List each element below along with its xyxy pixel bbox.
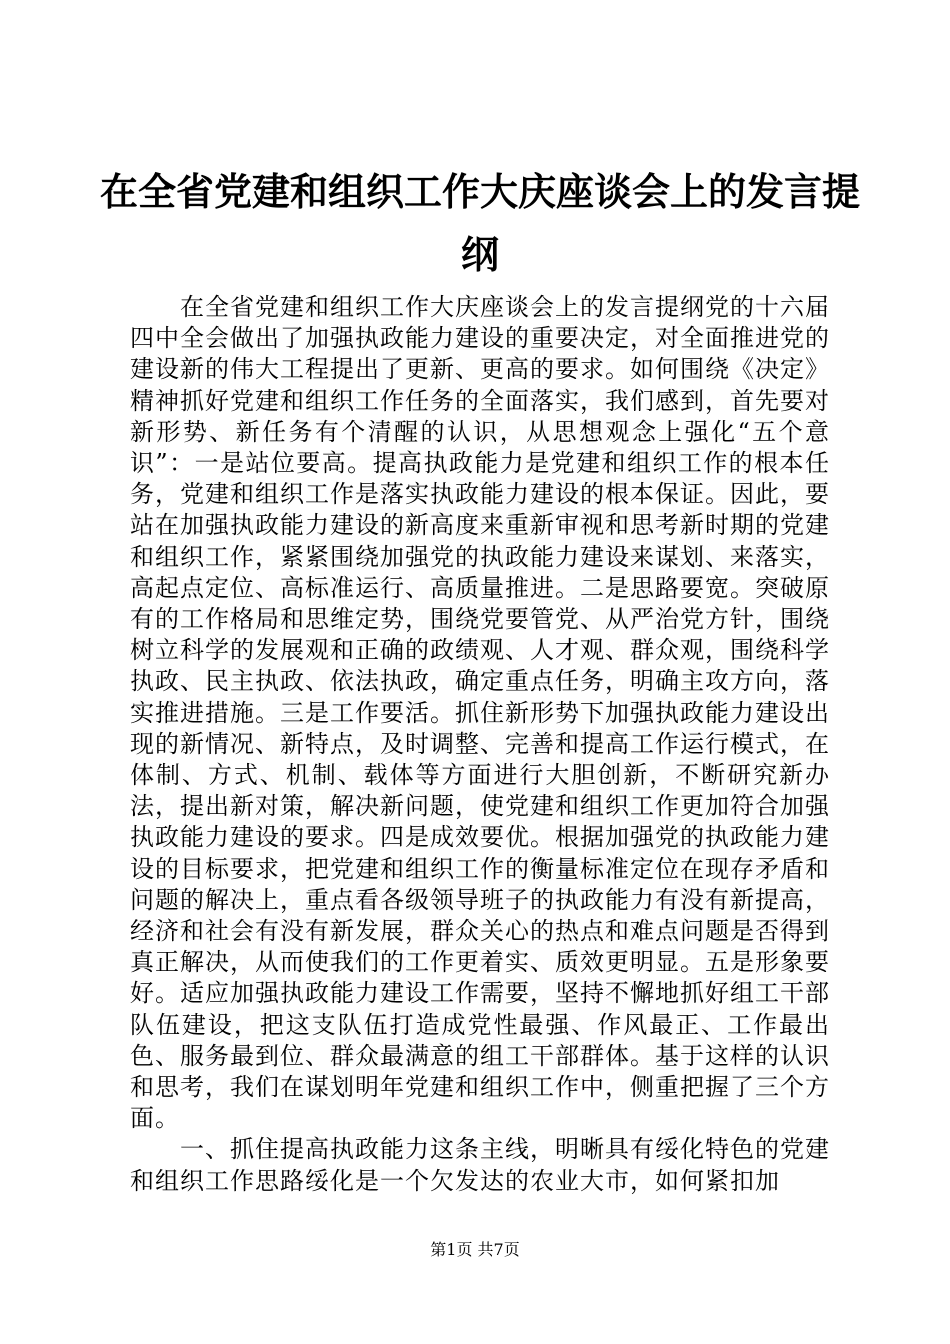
body-paragraph-1: 在全省党建和组织工作大庆座谈会上的发言提纲党的十六届四中全会做出了加强执政能力建设的重要决定，对全面推进党的建设新的伟大工程提出了更新、更高的要求。如何围绕《决定》精神抓好党建和组织工作任务的全面落实，我们感到，首先要对新形势、新任务有个清醒的认识，从思想观念上强化“五个意识”：一是站位要高。提高执政能力是党建和组织工作的根本任务，党建和组织工作是落实执政能力建设的根本保证。因此，要站在加强执政能力建设的新高度来重新审视和思考新时期的党建和组织工作，紧紧围绕加强党的执政能力建设来谋划、来落实，高起点定位、高标准运行、高质量推进。二是思路要宽。突破原有的工作格局和思维定势，围绕党要管党、从严治党方针，围绕树立科学的发展观和正确的政绩观、人才观、群众观，围绕科学执政、民主执政、依法执政，确定重点任务，明确主攻方向，落实推进措施。三是工作要活。抓住新形势下加强执政能力建设出现的新情况、新特点，及时调整、完善和提高工作运行模式，在体制、方式、机制、载体等方面进行大胆创新，不断研究新办法，提出新对策，解决新问题，使党建和组织工作更加符合加强执政能力建设的要求。四是成效要优。根据加强党的执政能力建设的目标要求，把党建和组织工作的衡量标准定位在现存矛盾和问题的解决上，重点看各级领导班子的执政能力有没有新提高，经济和社会有没有新发展，群众关心的热点和难点问题是否得到真正解决，从而使我们的工作更着实、质效更明显。五是形象要好。适应加强执政能力建设工作需要，坚持不懈地抓好组工干部队伍建设，把这支队伍打造成党性最强、作风最正、工作最出色、服务最到位、群众最满意的组工干部群体。基于这样的认识和思考，我们在谋划明年党建和组织工作中，侧重把握了三个方面。 <box>130 293 830 1133</box>
page-number-label: 第1页 共7页 <box>430 1240 520 1259</box>
document-title: 在全省党建和组织工作大庆座谈会上的发言提纲 <box>100 169 861 277</box>
body-paragraph-2: 一、抓住提高执政能力这条主线，明晰具有绥化特色的党建和组织工作思路绥化是一个欠发达的农业大市，如何紧扣加 <box>130 1135 830 1195</box>
page-footer <box>0 1240 950 1260</box>
document-body <box>130 292 830 1197</box>
